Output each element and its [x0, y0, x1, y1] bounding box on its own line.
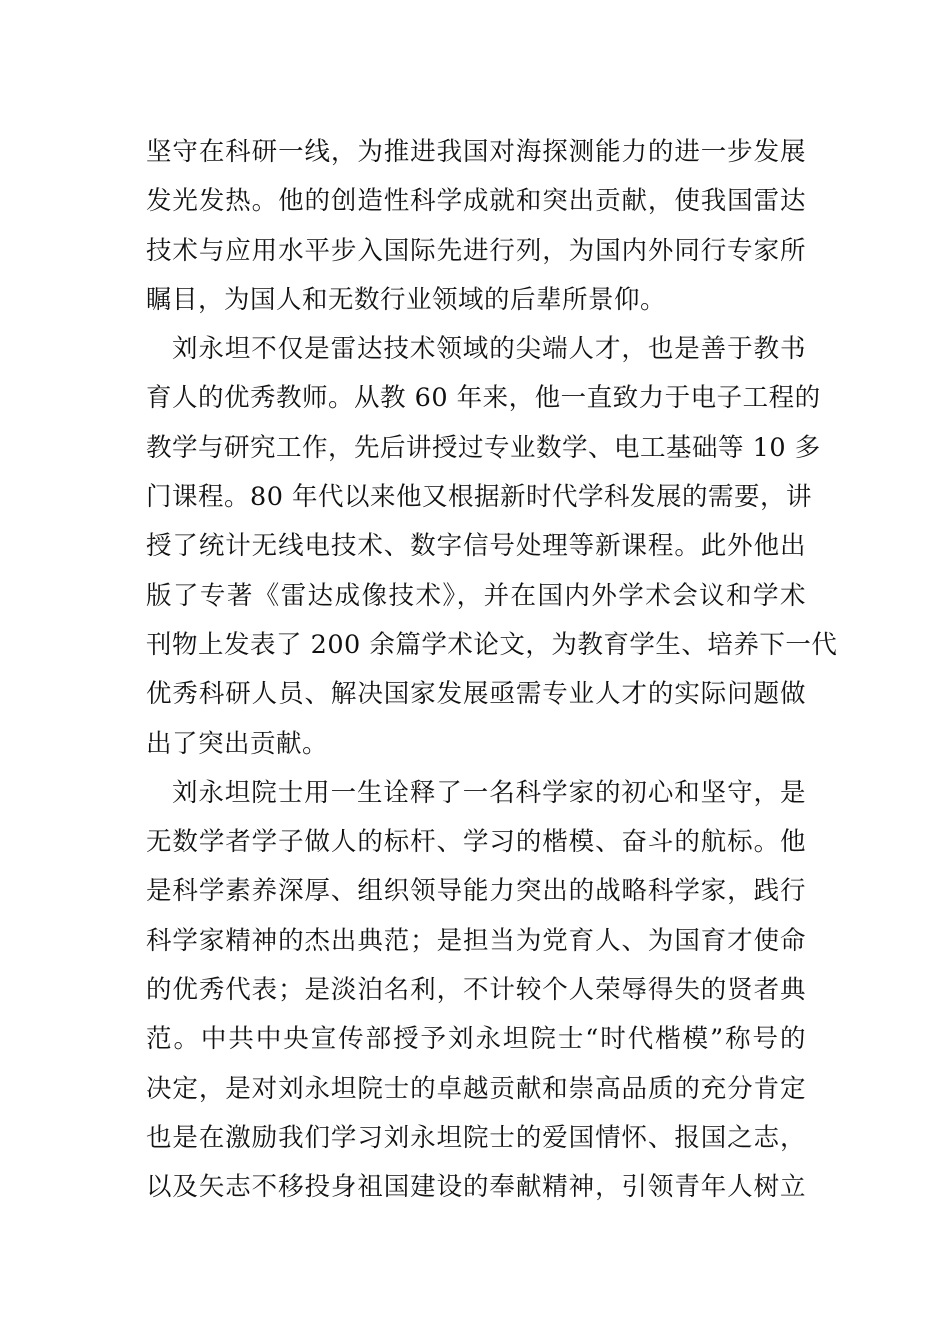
- text-line: 出了突出贡献。: [146, 728, 329, 759]
- text-line: 坚守在科研一线，为推进我国对海探测能力的进一步发展: [146, 137, 806, 167]
- text-line: 科学家精神的杰出典范；是担当为党育人、为国育才使命: [146, 925, 806, 956]
- text-line: 瞩目，为国人和无数行业领域的后辈所景仰。: [146, 284, 667, 315]
- text-line: 刘永坦不仅是雷达技术领域的尖端人才，也是善于教书: [172, 334, 806, 365]
- text-line: 技术与应用水平步入国际先进行列，为国内外同行专家所: [146, 235, 806, 266]
- text-line: 优秀科研人员、解决国家发展亟需专业人才的实际问题做: [146, 679, 806, 710]
- text-line: 是科学素养深厚、组织领导能力突出的战略科学家，践行: [146, 876, 806, 907]
- text-line: 发光发热。他的创造性科学成就和突出贡献，使我国雷达: [146, 186, 806, 217]
- paragraph-3: [146, 769, 806, 1213]
- paragraph-1: [146, 128, 806, 325]
- text-line: 也是在激励我们学习刘永坦院士的爱国情怀、报国之志，: [146, 1122, 806, 1153]
- document-body: [146, 128, 838, 1213]
- text-line: 门课程。80 年代以来他又根据新时代学科发展的需要，讲: [146, 482, 813, 513]
- text-line: 范。中共中央宣传部授予刘永坦院士“时代楷模”称号的: [146, 1024, 806, 1055]
- text-line: 教学与研究工作，先后讲授过专业数学、电工基础等 10 多: [146, 432, 821, 463]
- text-line: 刊物上发表了 200 余篇学术论文，为教育学生、培养下一代: [146, 629, 838, 660]
- text-line: 无数学者学子做人的标杆、学习的楷模、奋斗的航标。他: [146, 827, 806, 858]
- text-line: 育人的优秀教师。从教 60 年来，他一直致力于电子工程的: [146, 383, 821, 414]
- text-line: 决定，是对刘永坦院士的卓越贡献和崇高品质的充分肯定: [146, 1073, 806, 1104]
- text-line: 版了专著《雷达成像技术》，并在国内外学术会议和学术: [146, 580, 806, 611]
- text-line: 刘永坦院士用一生诠释了一名科学家的初心和坚守，是: [172, 777, 806, 808]
- text-line: 的优秀代表；是淡泊名利，不计较个人荣辱得失的贤者典: [146, 975, 806, 1006]
- text-line: 以及矢志不移投身祖国建设的奉献精神，引领青年人树立: [146, 1172, 806, 1203]
- text-line: 授了统计无线电技术、数字信号处理等新课程。此外他出: [146, 531, 806, 562]
- paragraph-2: [146, 325, 838, 769]
